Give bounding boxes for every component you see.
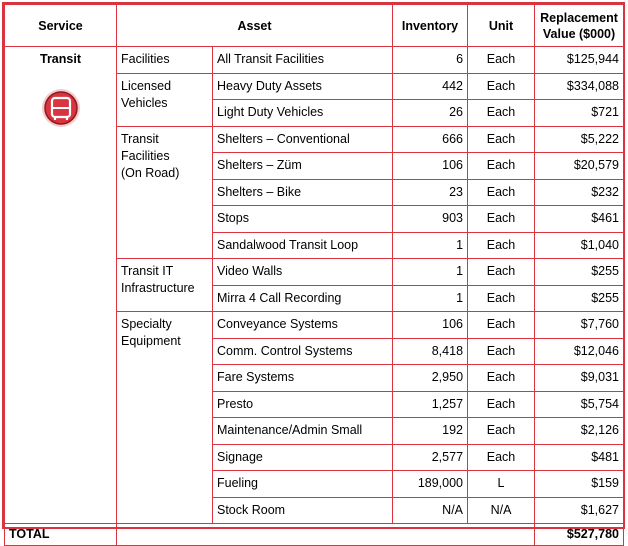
asset-name: Mirra 4 Call Recording [213, 285, 393, 312]
table-row [5, 47, 624, 74]
asset-name: Shelters – Bike [213, 179, 393, 206]
header-replacement-value [535, 5, 624, 47]
category-licensed-line2: Vehicles [121, 95, 168, 110]
asset-unit: Each [468, 338, 535, 365]
asset-unit: Each [468, 285, 535, 312]
asset-name: Stock Room [213, 497, 393, 524]
category-transit-facilities-on-road [117, 126, 213, 259]
total-label: TOTAL [5, 524, 117, 546]
asset-inventory: 189,000 [393, 471, 468, 498]
asset-inventory: 8,418 [393, 338, 468, 365]
asset-value: $1,040 [535, 232, 624, 259]
asset-value: $461 [535, 206, 624, 233]
asset-value: $255 [535, 285, 624, 312]
asset-inventory: 6 [393, 47, 468, 74]
asset-name: Sandalwood Transit Loop [213, 232, 393, 259]
asset-name: Heavy Duty Assets [213, 73, 393, 100]
asset-value: $5,222 [535, 126, 624, 153]
asset-unit: Each [468, 179, 535, 206]
category-transit-it-infrastructure [117, 259, 213, 312]
asset-unit: Each [468, 232, 535, 259]
asset-inventory-table-frame [2, 2, 625, 541]
asset-unit: N/A [468, 497, 535, 524]
header-inventory: Inventory [393, 5, 468, 47]
transit-bus-icon [41, 88, 81, 128]
asset-inventory: 26 [393, 100, 468, 127]
asset-inventory: 1 [393, 259, 468, 286]
asset-name: Light Duty Vehicles [213, 100, 393, 127]
asset-unit: Each [468, 100, 535, 127]
asset-unit: Each [468, 312, 535, 339]
asset-value: $481 [535, 444, 624, 471]
asset-unit: Each [468, 418, 535, 445]
asset-unit: Each [468, 391, 535, 418]
asset-inventory: 2,950 [393, 365, 468, 392]
asset-name: Fare Systems [213, 365, 393, 392]
asset-unit: Each [468, 365, 535, 392]
asset-unit: Each [468, 73, 535, 100]
asset-unit: Each [468, 47, 535, 74]
asset-value: $232 [535, 179, 624, 206]
asset-value: $159 [535, 471, 624, 498]
asset-unit: Each [468, 259, 535, 286]
header-row [5, 5, 624, 47]
category-specialty-line2: Equipment [121, 334, 181, 348]
asset-inventory: 903 [393, 206, 468, 233]
asset-value: $7,760 [535, 312, 624, 339]
asset-name: Comm. Control Systems [213, 338, 393, 365]
header-asset: Asset [117, 5, 393, 47]
asset-name: Signage [213, 444, 393, 471]
asset-unit: Each [468, 444, 535, 471]
category-licensed-line1: Licensed [121, 78, 172, 93]
asset-value: $20,579 [535, 153, 624, 180]
asset-name: All Transit Facilities [213, 47, 393, 74]
service-name: Transit [40, 52, 81, 66]
asset-value: $9,031 [535, 365, 624, 392]
category-licensed-vehicles [117, 73, 213, 126]
header-replacement-line2: Value ($000) [542, 26, 616, 41]
asset-value: $12,046 [535, 338, 624, 365]
asset-inventory: 106 [393, 153, 468, 180]
asset-name: Maintenance/Admin Small [213, 418, 393, 445]
asset-value: $255 [535, 259, 624, 286]
asset-name: Fueling [213, 471, 393, 498]
category-it-line2: Infrastructure [121, 281, 195, 295]
asset-value: $334,088 [535, 73, 624, 100]
total-value: $527,780 [535, 524, 624, 546]
asset-name: Conveyance Systems [213, 312, 393, 339]
asset-inventory: 1 [393, 285, 468, 312]
category-onroad-line2: Facilities [121, 148, 170, 163]
category-specialty-equipment [117, 312, 213, 524]
category-onroad-line1: Transit [121, 131, 159, 146]
header-replacement-line1: Replacement [540, 10, 618, 25]
category-specialty-line1: Specialty [121, 317, 172, 331]
asset-inventory: 106 [393, 312, 468, 339]
header-unit: Unit [468, 5, 535, 47]
asset-name: Video Walls [213, 259, 393, 286]
asset-value: $2,126 [535, 418, 624, 445]
asset-value: $5,754 [535, 391, 624, 418]
header-service: Service [5, 5, 117, 47]
asset-unit: Each [468, 153, 535, 180]
asset-inventory: 23 [393, 179, 468, 206]
asset-name: Shelters – Züm [213, 153, 393, 180]
asset-name: Stops [213, 206, 393, 233]
category-facilities: Facilities [117, 47, 213, 74]
asset-unit: Each [468, 126, 535, 153]
asset-value: $1,627 [535, 497, 624, 524]
asset-inventory: 666 [393, 126, 468, 153]
total-row [5, 524, 624, 546]
asset-unit: Each [468, 206, 535, 233]
category-onroad-line3: (On Road) [121, 165, 180, 180]
asset-inventory: 442 [393, 73, 468, 100]
asset-inventory-table [4, 4, 624, 546]
service-cell [5, 47, 117, 524]
asset-value: $125,944 [535, 47, 624, 74]
asset-inventory: 1 [393, 232, 468, 259]
asset-name: Shelters – Conventional [213, 126, 393, 153]
asset-inventory: 2,577 [393, 444, 468, 471]
asset-inventory: 192 [393, 418, 468, 445]
asset-unit: L [468, 471, 535, 498]
category-it-line1: Transit IT [121, 264, 174, 278]
asset-inventory: 1,257 [393, 391, 468, 418]
asset-name: Presto [213, 391, 393, 418]
asset-value: $721 [535, 100, 624, 127]
total-spacer [117, 524, 535, 546]
asset-inventory: N/A [393, 497, 468, 524]
